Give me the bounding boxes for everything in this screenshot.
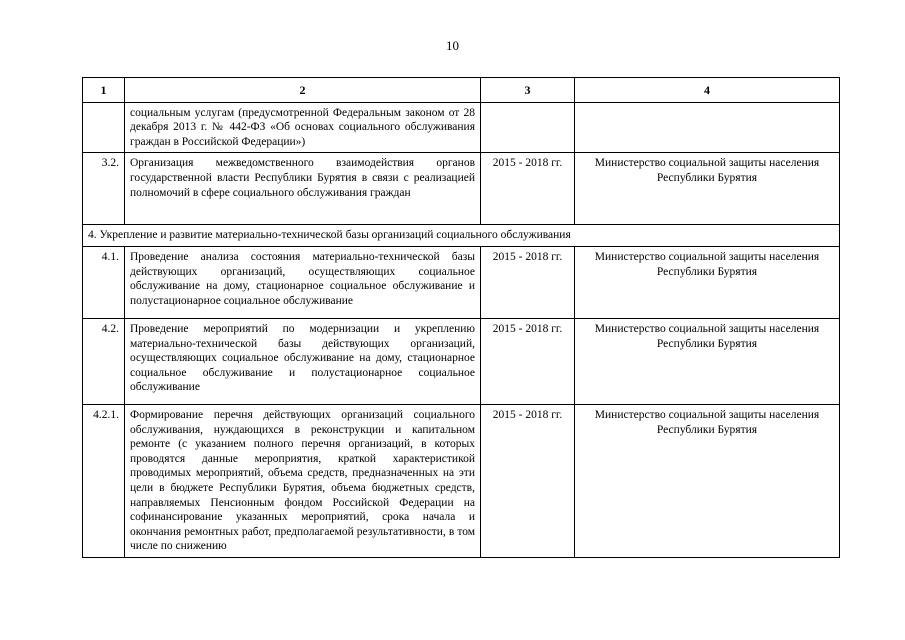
table-row [83, 246, 840, 318]
column-header-3: 3 [481, 78, 575, 103]
table-row [83, 153, 840, 225]
row-description: Организация межведомственного взаимодействия органов государственной власти Республики Бурятия в связи с реализацией полномочий в сфере социального обслуживания граждан [125, 153, 481, 225]
measures-table [82, 77, 840, 558]
row-description: Проведение анализа состояния материально-технической базы действующих организаций, осуществляющих социальное обслуживание на дому, стационарное социальное обслуживание и полустационарное социальное обслуживание [125, 246, 481, 318]
table-row [83, 102, 840, 153]
row-number: 4.2. [83, 318, 125, 404]
page-number: 10 [446, 38, 459, 53]
row-executor [575, 102, 840, 153]
row-executor: Министерство социальной защиты населения Республики Бурятия [575, 153, 840, 225]
row-period [481, 102, 575, 153]
row-description: Проведение мероприятий по модернизации и укреплению материально-технической базы действующих организаций, осуществляющих социальное обслуживание на дому, стационарное социальное обслуживание и полустационарное социальное обслуживание [125, 318, 481, 404]
table-row [83, 318, 840, 404]
row-number [83, 102, 125, 153]
row-description: социальным услугам (предусмотренной Федеральным законом от 28 декабря 2013 г. № 442-ФЗ «Об основах социального обслуживания граждан в Российской Федерации») [125, 102, 481, 153]
section-row [83, 225, 840, 247]
row-executor: Министерство социальной защиты населения Республики Бурятия [575, 246, 840, 318]
row-number: 4.1. [83, 246, 125, 318]
row-period: 2015 - 2018 гг. [481, 404, 575, 557]
row-description: Формирование перечня действующих организаций социального обслуживания, нуждающихся в реконструкции и капитальном ремонте (с указанием полного перечня организаций, в которых проводятся данные мероприятия, краткой характеристикой проводимых мероприятий, объема средств, предназначенных на эти цели в бюджете Республики Бурятия, объема бюджетных средств, направляемых Пенсионным фондом Российской Федерации на софинансирование указанных мероприятий, срока начала и окончания ремонтных работ, предполагаемой результативности, в том числе по снижению [125, 404, 481, 557]
section-heading: 4. Укрепление и развитие материально-технической базы организаций социального обслуживания [83, 225, 840, 247]
column-header-2: 2 [125, 78, 481, 103]
column-header-1: 1 [83, 78, 125, 103]
row-period: 2015 - 2018 гг. [481, 318, 575, 404]
table-row [83, 404, 840, 557]
row-executor: Министерство социальной защиты населения Республики Бурятия [575, 404, 840, 557]
row-number: 3.2. [83, 153, 125, 225]
row-period: 2015 - 2018 гг. [481, 153, 575, 225]
column-header-4: 4 [575, 78, 840, 103]
row-period: 2015 - 2018 гг. [481, 246, 575, 318]
row-executor: Министерство социальной защиты населения Республики Бурятия [575, 318, 840, 404]
row-number: 4.2.1. [83, 404, 125, 557]
table-header-row [83, 78, 840, 103]
